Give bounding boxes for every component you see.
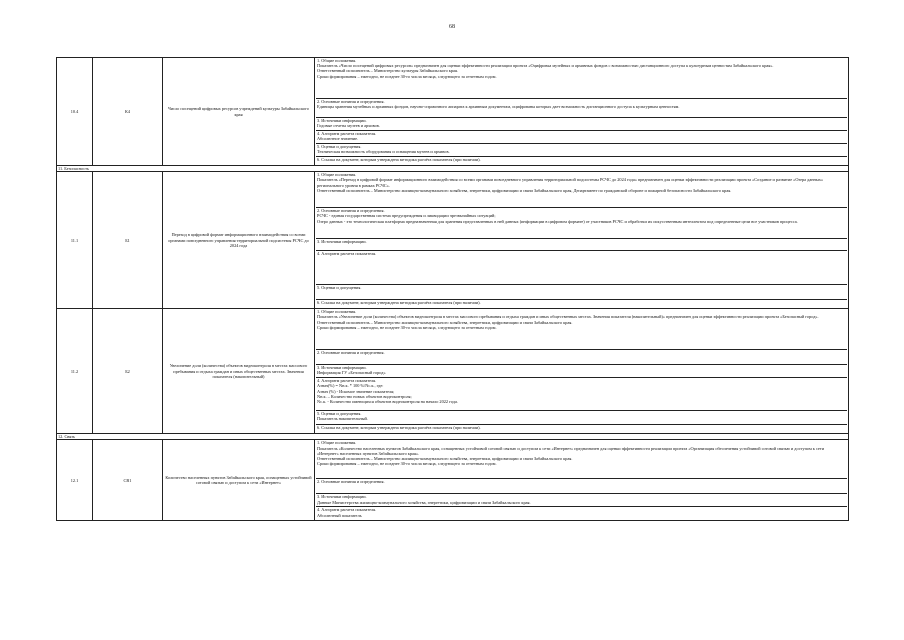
block-definitions: 2. Основные понятия и определения. РСЧС - единая государственная система предупреждения и ликвидации чрезвычайных ситуаций; Озеро данных - это технологическая платформа предназначенная для хранения представленных в ней данных (информации в цифровом формате) от участников РСЧС и обработки их искусственным интеллектом под определенные цели все участников процесса. [316,208,847,239]
block-general: 1. Общие положения. Показатель «Переход в цифровой формат информационного взаимодействия со всеми органами повседневного управления территориальной подсистемы РСЧС до 2024 года» предназначен для оценки эффективности реализации проекта «Создание и развитие «Озера данных» регионального уровня в рамках РСЧС». Ответственный исполнитель – Министерство жилищно-коммунального хозяйства, энергетики, цифровизации и связи Забайкальского края, Департамент по гражданской обороне и пожарной безопасности Забайкальского края. [316,172,847,208]
indicator-name: Число посещений цифровых ресурсов учреждений культуры Забайкальского края [163,58,315,166]
block-assumptions: 5. Оценки и допущения. [316,285,847,300]
table-row [57,172,849,309]
block-general: 1. Общие положения. Показатель «Количество населенных пунктов Забайкальского края, оснащенных устойчивой сотовой связью и доступом к сети «Интернет» предназначен для оценки эффективности реализации проекта «Организация обеспечения устойчивой сотовой связью и доступом к сети «Интернет» населенных пунктов Забайкальского края». Ответственный исполнитель – Министерство жилищно-коммунального хозяйства, энергетики, цифровизации и связи Забайкальского края. Сроки формирования – ежегодно, не позднее 30-го числа месяца, следующего за отчетным годом. [316,440,847,479]
table-row [57,58,849,166]
block-algorithm: 4. Алгоритм расчета показателя. Абсолютный показатель [317,507,377,518]
row-code: Б2 [93,309,163,434]
row-code: Б1 [93,172,163,309]
section-title: 12. Связь [57,434,849,440]
row-number: 10.4 [57,58,93,166]
section-title: 11. Безопасность [57,166,849,172]
row-number: 11.1 [57,172,93,309]
row-number: 11.2 [57,309,93,434]
block-document-link: 6. Ссылка на документ, которым утверждена методика расчёта показателя (при наличии). [317,300,481,306]
block-general: 1. Общие положения. Показатель «Число посещений цифровых ресурсов» предназначен для оценки эффективности реализации проекта «Оцифровка музейных и архивных фондов с возможностью дистанционного доступа к культурным ценностям Забайкальского края». Ответственный исполнитель – Министерство культуры Забайкальского края. Сроки формирования – ежегодно, не позднее 30-го числа месяца, следующего за отчетным годом. [316,58,847,99]
description-cell [315,172,849,309]
block-assumptions: 5. Оценки и допущения. Техническая возможность оборудования и оснащения музеев и архивов. [316,144,847,157]
block-general: 1. Общие положения. Показатель «Увеличение доли (количества) объектов видеоконтроля в местах массового пребывания и отдыха граждан и иных общественных местах. Значения показателя (накопительный)» предназначен для оценки эффективности реализации проекта «Безопасный город». Ответственный исполнитель – Министерство жилищно-коммунального хозяйства, энергетики, цифровизации и связи Забайкальского края. Сроки формирования – ежегодно, не позднее 30-го числа месяца, следующего за отчетным годом. [316,309,847,350]
page-number: 68 [449,24,455,30]
row-code: СВ1 [93,440,163,521]
description-cell [315,58,849,166]
table-row [57,309,849,434]
block-document-link: 6. Ссылка на документ, которым утверждена методика расчёта показателя (при наличии). [317,157,481,162]
indicator-name: Увеличение доли (количества) объектов видеоконтроля в местах массового пребывания и отдыха граждан и иных общественных местах. Значения показателя (накопительный) [163,309,315,434]
row-code: К4 [93,58,163,166]
block-sources: 3. Источники информации. [316,239,847,251]
block-definitions: 2. Основные понятия и определения. Единицы хранения музейных и архивных фондов, научно-справочного аппарата к архивным документам, оцифрованы которых дает возможность дистанционного доступа к культурным ценностям. [316,99,847,118]
block-algorithm: 4. Алгоритм расчета показателя. [316,251,847,285]
indicator-name: Количество населенных пунктов Забайкальского края, оснащенных устойчивой сотовой связью и доступом к сети «Интернет» [163,440,315,521]
block-definitions: 2. Основные понятия и определения. [316,350,847,365]
block-definitions: 2. Основные понятия и определения. [316,479,847,494]
block-sources: 3. Источники информации. Данные Министерства жилищно-коммунального хозяйства, энергетики, цифровизации и связи Забайкальского края. [316,494,847,507]
table-row [57,440,849,521]
block-sources: 3. Источники информации. Информация ГУ «Безопасный город» [316,365,847,378]
description-cell [315,309,849,434]
description-cell [315,440,849,521]
block-assumptions: 5. Оценки и допущения. Показатель накопительный. [316,411,847,425]
block-algorithm: 4. Алгоритм расчета показателя. Азнач(%) = Nн.к. * 100 %/Nс.к., где: Азнач (%) - Искомое значение показателя; Nн.к. – Количество новых объектов видеоконтроля; Nс.к. - Количество имеющихся объектов видеоконтроля на начало 2022 года. [316,378,847,411]
indicator-name: Переход в цифровой формат информационного взаимодействия со всеми органами повседневного управления территориальной подсистемы РСЧС до 2024 года [163,172,315,309]
indicator-table [56,57,849,521]
block-sources: 3. Источники информации. Годовые отчеты музеев и архивов. [316,118,847,131]
block-document-link: 6. Ссылка на документ, которым утверждена методика расчёта показателя (при наличии). [317,425,481,431]
row-number: 12.1 [57,440,93,521]
block-algorithm: 4. Алгоритм расчета показателя. Абсолютное значение. [316,131,847,144]
